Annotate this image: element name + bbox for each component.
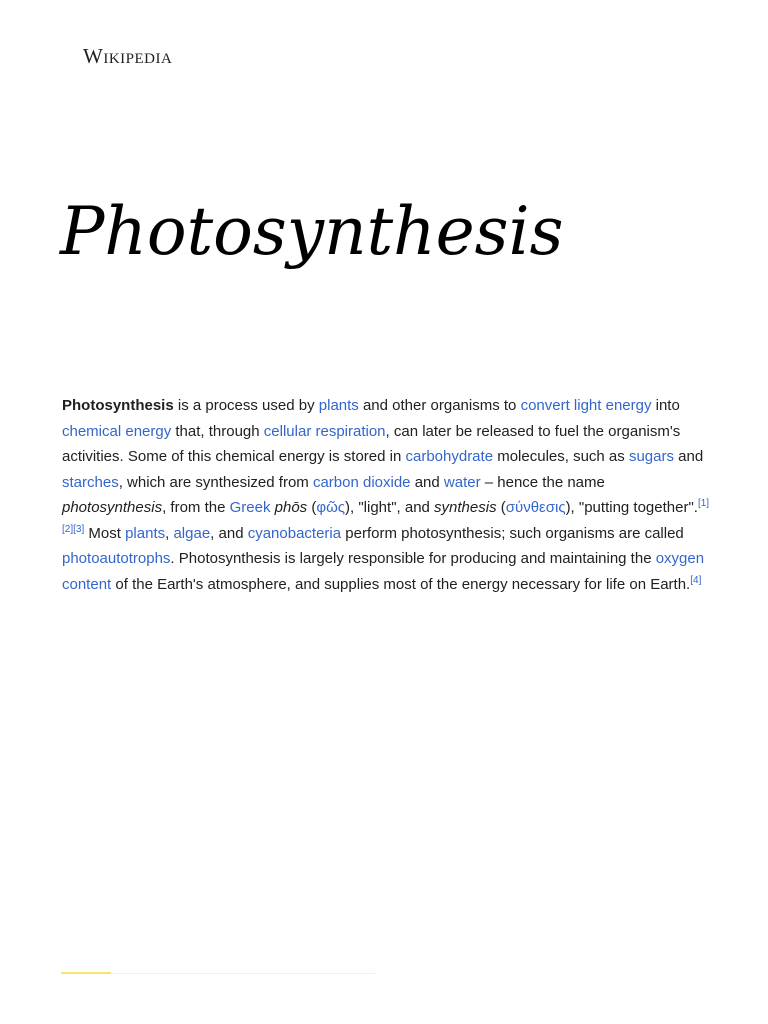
divider (111, 973, 375, 974)
link-cyanobacteria[interactable]: cyanobacteria (247, 524, 342, 542)
text: ( (307, 499, 317, 516)
lead-paragraph (62, 393, 712, 597)
text: ), "light", and (345, 499, 435, 516)
page-title: Photosynthesis (60, 193, 564, 270)
text: – hence the name (480, 473, 605, 491)
text: , which are synthesized from (118, 473, 313, 491)
text: , from the (162, 499, 230, 516)
text: perform photosynthesis; such organisms are called (341, 524, 684, 542)
reference-1[interactable]: [1] (697, 498, 710, 509)
italic-term: synthesis (434, 499, 497, 516)
link-plants[interactable]: plants (318, 397, 359, 414)
reference-4[interactable]: [4] (690, 574, 702, 586)
text: . Photosynthesis is largely responsible for producing and maintaining the (170, 550, 656, 567)
link-sugars[interactable]: sugars (628, 448, 674, 465)
link-synthesis-greek[interactable]: σύνθεσις (505, 499, 566, 516)
link-convert-light-energy[interactable]: convert light energy (520, 397, 652, 414)
link-water[interactable]: water (443, 473, 481, 491)
text: that, through (171, 422, 264, 440)
bold-term: Photosynthesis (62, 397, 174, 414)
link-cellular-respiration[interactable]: cellular respiration (263, 422, 386, 440)
wikipedia-logo[interactable]: Wikipedia (83, 44, 173, 68)
text: ), "putting together". (565, 499, 698, 516)
link-plants[interactable]: plants (125, 524, 166, 542)
italic-term: photosynthesis (62, 499, 163, 516)
link-starches[interactable]: starches (62, 473, 119, 491)
link-carbohydrate[interactable]: carbohydrate (405, 448, 494, 465)
text: Most (84, 524, 126, 542)
italic-term: phōs (274, 499, 308, 516)
link-algae[interactable]: algae (173, 524, 211, 542)
link-chemical-energy[interactable]: chemical energy (62, 422, 172, 440)
text: molecules, such as (493, 448, 629, 465)
text: is a process used by (173, 397, 319, 414)
accent-bar (61, 972, 111, 974)
link-photoautotrophs[interactable]: photoautotrophs (62, 550, 171, 567)
text: and (673, 448, 704, 465)
text: , can later be released to fuel the organism's activities. Some of this chemical energy is stored in (62, 422, 681, 465)
text: ( (496, 499, 506, 516)
link-oxygen-content[interactable]: oxygen content (62, 550, 705, 593)
text: and other organisms to (358, 397, 521, 414)
link-greek[interactable]: Greek (229, 499, 271, 516)
link-carbon-dioxide[interactable]: carbon dioxide (312, 473, 411, 491)
link-phos-greek[interactable]: φῶς (316, 499, 346, 516)
reference-2[interactable]: [2] (62, 523, 74, 535)
text: of the Earth's atmosphere, and supplies most of the energy necessary for life on Earth. (111, 575, 691, 593)
text: , and (210, 524, 248, 542)
reference-3[interactable]: [3] (73, 523, 85, 535)
text: into (651, 397, 680, 414)
text: , (165, 524, 174, 542)
text: and (410, 473, 444, 491)
